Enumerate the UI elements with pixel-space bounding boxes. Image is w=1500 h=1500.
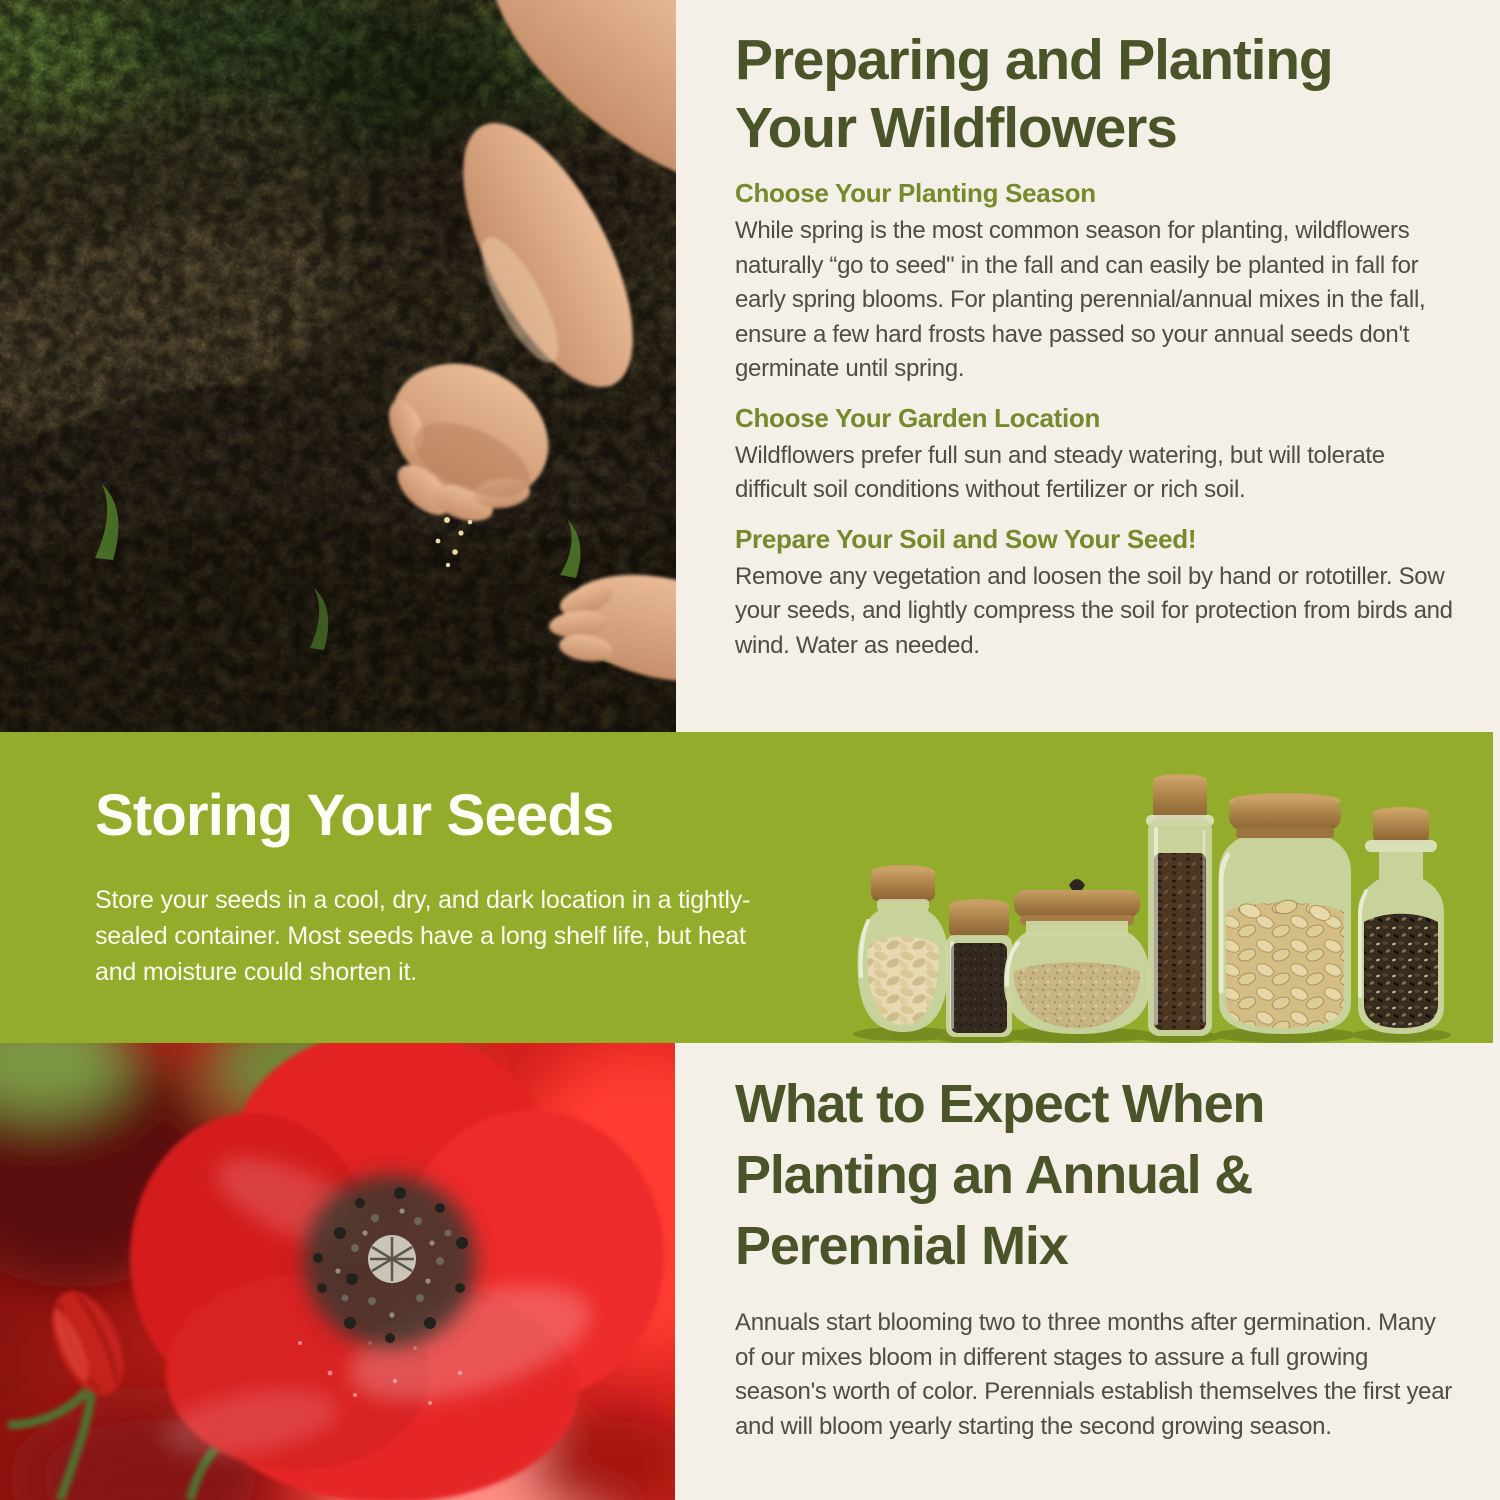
planting-season-body: While spring is the most common season for planting, wildflowers naturally “go to seed" in the fall and can easily be planted in fall for early spring blooms. For planting perennial/annual mixes in the fall, ensure a few hard frosts have passed so your annual seeds don't germinate until spring.: [735, 217, 1426, 382]
jar-tall-cylinder: [1146, 774, 1214, 1036]
expect-panel: [675, 1043, 1500, 1500]
jar-grain: [1004, 879, 1150, 1034]
prepare-soil-body: Remove any vegetation and loosen the soil by hand or rototiller. Sow your seeds, and lightly compress the soil for protection from birds and wind. Water as needed.: [735, 562, 1453, 659]
expect-section: [0, 1043, 1500, 1500]
expect-body: Annuals start blooming two to three months after germination. Many of our mixes bloom in different stages to assure a full growing season's worth of color. Perennials establish themselves the first year and will bloom yearly starting the second growing season.: [735, 1309, 1452, 1440]
storing-title: Storing Your Seeds: [95, 783, 614, 848]
storing-section: [0, 732, 1500, 1043]
poppy-center: [304, 1175, 476, 1347]
jar-pumpkin-seeds: [1219, 793, 1351, 1034]
storing-body: Store your seeds in a cool, dry, and dark location in a tightly-sealed container. Most seeds have a long shelf life, but heat and moisture could shorten it.: [95, 886, 751, 986]
red-poppy-illustration: [0, 1043, 675, 1500]
preparing-section: [0, 0, 1500, 732]
band-right-margin: [1493, 732, 1500, 1043]
planting-season-heading: Choose Your Planting Season: [735, 178, 1096, 208]
red-poppy-photo: [0, 1043, 675, 1500]
seed-jars-illustration: [848, 771, 1493, 1043]
prepare-soil-heading: Prepare Your Soil and Sow Your Seed!: [735, 523, 1197, 554]
seed-jars-photo: [848, 771, 1493, 1043]
expect-title: What to Expect When Planting an Annual & Perennial Mix: [735, 1074, 1265, 1276]
preparing-panel: [676, 0, 1500, 732]
garden-location-heading: Choose Your Garden Location: [735, 402, 1101, 433]
preparing-title: Preparing and Planting Your Wildflowers: [735, 28, 1333, 160]
sowing-seeds-illustration: [0, 0, 676, 732]
jar-beans: [857, 865, 948, 1032]
jar-dark-seeds: [946, 899, 1012, 1037]
garden-location-body: Wildflowers prefer full sun and steady watering, but will tolerate difficult soil conditions without fertilizer or rich soil.: [735, 441, 1385, 503]
sowing-seeds-photo: [0, 0, 676, 732]
jar-mixed-seeds: [1358, 807, 1444, 1034]
